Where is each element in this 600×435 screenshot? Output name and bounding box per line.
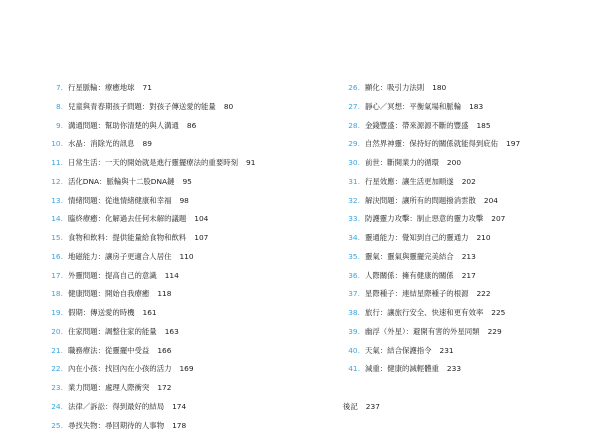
toc-entry[interactable] xyxy=(46,360,331,379)
chapter-title: 解決問題：讓所有的問題撥消雲散 xyxy=(365,196,476,205)
toc-entry[interactable] xyxy=(343,117,583,136)
chapter-number: 19. xyxy=(46,304,63,323)
toc-entry[interactable] xyxy=(46,285,331,304)
chapter-number: 34. xyxy=(343,229,360,248)
chapter-number: 18. xyxy=(46,285,63,304)
chapter-title: 防護靈力攻擊：制止惡意的靈力攻擊 xyxy=(365,214,483,223)
chapter-number: 40. xyxy=(343,342,360,361)
chapter-title: 溝通問題：幫助你清楚的與人溝通 xyxy=(68,121,179,130)
chapter-title: 地磁能力：讓房子更適合人居住 xyxy=(68,252,171,261)
page-number: 174 xyxy=(172,402,186,411)
toc-right-column xyxy=(343,79,583,417)
page-number: 185 xyxy=(476,121,490,130)
chapter-number: 29. xyxy=(343,135,360,154)
page-number: 169 xyxy=(179,364,193,373)
chapter-title: 靈通能力：覺知到自己的靈通力 xyxy=(365,233,468,242)
toc-entry[interactable] xyxy=(343,360,583,379)
page-number: 80 xyxy=(224,102,233,111)
toc-entry[interactable] xyxy=(343,98,583,117)
chapter-title: 食物和飲料：提供能量給食物和飲料 xyxy=(68,233,186,242)
page-number: 229 xyxy=(488,327,502,336)
page-number: 163 xyxy=(165,327,179,336)
page-number: 210 xyxy=(476,233,490,242)
page-number: 207 xyxy=(491,214,505,223)
page-number: 225 xyxy=(491,308,505,317)
chapter-number: 30. xyxy=(343,154,360,173)
toc-left-column xyxy=(46,79,331,435)
chapter-number: 17. xyxy=(46,267,63,286)
page-number: 233 xyxy=(447,364,461,373)
toc-entry-afterword[interactable] xyxy=(343,398,583,417)
chapter-number: 20. xyxy=(46,323,63,342)
chapter-number: 31. xyxy=(343,173,360,192)
page-number: 86 xyxy=(187,121,196,130)
chapter-number: 8. xyxy=(46,98,63,117)
chapter-number: 7. xyxy=(46,79,63,98)
toc-entry[interactable] xyxy=(343,229,583,248)
chapter-title: 內在小孩：找回內在小孩的活力 xyxy=(68,364,171,373)
chapter-number: 10. xyxy=(46,135,63,154)
page-number: 222 xyxy=(476,289,490,298)
chapter-title: 活化DNA：脈輪與十二股DNA鏈 xyxy=(68,177,174,186)
page-number: 89 xyxy=(143,139,152,148)
chapter-number: 23. xyxy=(46,379,63,398)
page-number: 104 xyxy=(194,214,208,223)
chapter-number: 33. xyxy=(343,210,360,229)
toc-entry[interactable] xyxy=(343,304,583,323)
chapter-number: 32. xyxy=(343,192,360,211)
chapter-number: 38. xyxy=(343,304,360,323)
chapter-number: 14. xyxy=(46,210,63,229)
page-number: 200 xyxy=(447,158,461,167)
chapter-number: 22. xyxy=(46,360,63,379)
chapter-number: 39. xyxy=(343,323,360,342)
toc-entry[interactable] xyxy=(343,79,583,98)
chapter-title: 幽浮（外星）：避開有害的外星同類 xyxy=(365,327,480,336)
chapter-title: 情緒問題：從進情緒健康和幸福 xyxy=(68,196,171,205)
chapter-title: 自然界神靈：保持好的關係就能得到庇佑 xyxy=(365,139,498,148)
toc-entry[interactable] xyxy=(46,173,331,192)
page-number: 202 xyxy=(462,177,476,186)
toc-entry[interactable] xyxy=(343,154,583,173)
page-number: 180 xyxy=(432,83,446,92)
toc-entry[interactable] xyxy=(46,79,331,98)
toc-entry[interactable] xyxy=(46,267,331,286)
toc-entry[interactable] xyxy=(343,285,583,304)
chapter-title: 住家問題：調整住家的能量 xyxy=(68,327,157,336)
chapter-title: 兒童與青春期孩子問題：對孩子傳送愛的能量 xyxy=(68,102,216,111)
page-number: 95 xyxy=(182,177,191,186)
afterword-title: 後記 xyxy=(343,402,358,411)
chapter-title: 健康問題：開始自我療癒 xyxy=(68,289,149,298)
chapter-title: 天氣：結合保護指令 xyxy=(365,346,432,355)
chapter-number: 24. xyxy=(46,398,63,417)
chapter-number: 36. xyxy=(343,267,360,286)
page-number: 217 xyxy=(462,271,476,280)
chapter-title: 靈氣：靈氣與靈擺完美結合 xyxy=(365,252,454,261)
toc-entry[interactable] xyxy=(46,229,331,248)
chapter-number: 37. xyxy=(343,285,360,304)
chapter-title: 職務療法：從靈擺中受益 xyxy=(68,346,149,355)
page-number: 98 xyxy=(179,196,188,205)
chapter-title: 業力問題：處理人際衝突 xyxy=(68,383,149,392)
page-number: 71 xyxy=(143,83,152,92)
toc-entry[interactable] xyxy=(46,398,331,417)
toc-entry[interactable] xyxy=(46,192,331,211)
toc-entry[interactable] xyxy=(343,248,583,267)
chapter-title: 假期：傳送愛的時機 xyxy=(68,308,135,317)
chapter-title: 水晶：消除光的訊息 xyxy=(68,139,135,148)
toc-entry[interactable] xyxy=(343,342,583,361)
toc-entry[interactable] xyxy=(46,323,331,342)
chapter-number: 9. xyxy=(46,117,63,136)
chapter-number: 11. xyxy=(46,154,63,173)
page-number: 204 xyxy=(484,196,498,205)
chapter-title: 星際種子：連結星際種子的根源 xyxy=(365,289,468,298)
chapter-number: 35. xyxy=(343,248,360,267)
page-number: 166 xyxy=(157,346,171,355)
toc-entry[interactable] xyxy=(46,210,331,229)
page-number: 183 xyxy=(469,102,483,111)
chapter-number: 13. xyxy=(46,192,63,211)
chapter-title: 行星效應：讓生活更加順遂 xyxy=(365,177,454,186)
toc-entry[interactable] xyxy=(343,135,583,154)
chapter-title: 金錢豐盛：帶來源源不斷的豐盛 xyxy=(365,121,468,130)
toc-entry[interactable] xyxy=(46,248,331,267)
toc-entry[interactable] xyxy=(46,379,331,398)
page-number: 110 xyxy=(179,252,193,261)
page-number: 231 xyxy=(440,346,454,355)
chapter-title: 尋找失物：尋回期待的人事物 xyxy=(68,421,164,430)
page-number: 91 xyxy=(246,158,255,167)
page-number: 197 xyxy=(506,139,520,148)
toc-entry[interactable] xyxy=(46,98,331,117)
chapter-title: 顯化：吸引力法則 xyxy=(365,83,424,92)
toc-entry[interactable] xyxy=(343,210,583,229)
chapter-title: 日常生活：一天的開始就是進行靈擺療法的重要時刻 xyxy=(68,158,238,167)
chapter-title: 行星脈輪：療癒地球 xyxy=(68,83,135,92)
chapter-number: 25. xyxy=(46,417,63,435)
chapter-number: 21. xyxy=(46,342,63,361)
toc-entry[interactable] xyxy=(343,192,583,211)
page-number: 178 xyxy=(172,421,186,430)
chapter-title: 減重：健康的減輕體重 xyxy=(365,364,439,373)
chapter-number: 15. xyxy=(46,229,63,248)
toc-entry[interactable] xyxy=(46,117,331,136)
chapter-title: 前世：斷開業力的循環 xyxy=(365,158,439,167)
page-number: 161 xyxy=(143,308,157,317)
chapter-title: 外靈問題：提高自己的意識 xyxy=(68,271,157,280)
chapter-number: 27. xyxy=(343,98,360,117)
page-number: 114 xyxy=(165,271,179,280)
toc-entry[interactable] xyxy=(343,267,583,286)
page-number: 118 xyxy=(157,289,171,298)
toc-entry[interactable] xyxy=(343,173,583,192)
chapter-number: 28. xyxy=(343,117,360,136)
chapter-number: 41. xyxy=(343,360,360,379)
page-number: 107 xyxy=(194,233,208,242)
chapter-title: 人際關係：擁有健康的關係 xyxy=(365,271,454,280)
chapter-title: 靜心／冥想：平衡氣場和脈輪 xyxy=(365,102,461,111)
page-number: 172 xyxy=(157,383,171,392)
chapter-number: 26. xyxy=(343,79,360,98)
page-number: 213 xyxy=(462,252,476,261)
chapter-title: 臨終療癒：化解過去任何未解的議題 xyxy=(68,214,186,223)
toc-entry[interactable] xyxy=(46,304,331,323)
toc-entry[interactable] xyxy=(46,154,331,173)
chapter-number: 12. xyxy=(46,173,63,192)
toc-entry[interactable] xyxy=(46,135,331,154)
chapter-number: 16. xyxy=(46,248,63,267)
page-number: 237 xyxy=(366,402,380,411)
toc-entry[interactable] xyxy=(46,342,331,361)
chapter-title: 旅行：讓旅行安全、快速和更有效率 xyxy=(365,308,483,317)
chapter-title: 法律／訴訟：得到最好的結局 xyxy=(68,402,164,411)
toc-entry[interactable] xyxy=(343,323,583,342)
